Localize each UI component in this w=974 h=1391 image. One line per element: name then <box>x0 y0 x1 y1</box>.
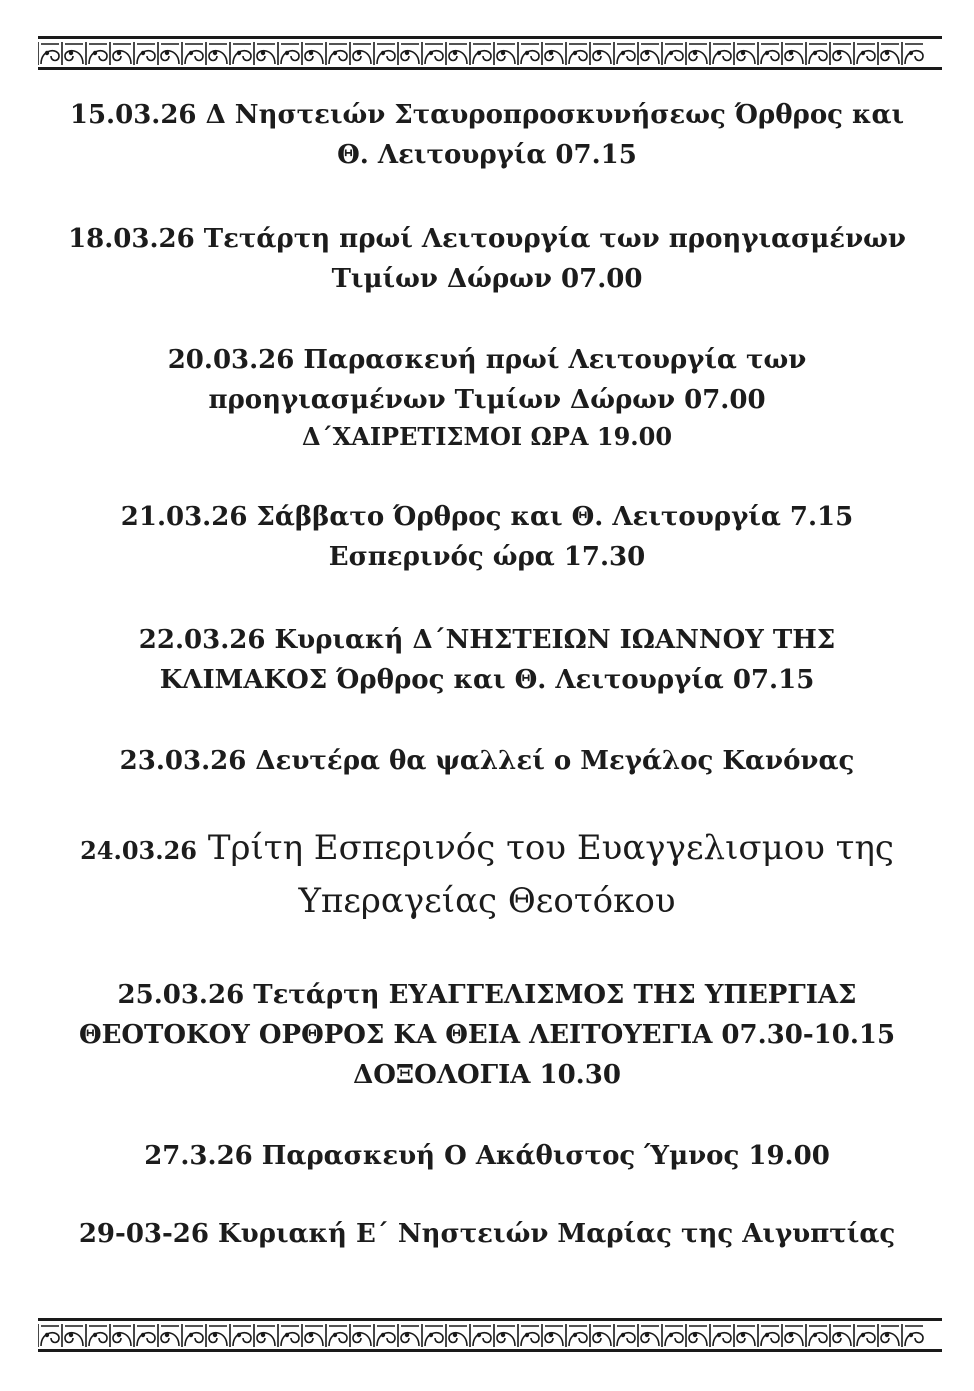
entry-line: Τιμίων Δώρων 07.00 <box>331 264 643 294</box>
entry-line: 25.03.26 Τετάρτη ΕΥΑΓΓΕΛΙΣΜΟΣ ΤΗΣ ΥΠΕΡΓΙΑΣ <box>117 980 857 1010</box>
entry-line: Εσπερινός ώρα 17.30 <box>328 542 646 572</box>
bottom-ornamental-border <box>38 1316 942 1354</box>
entry-line: ΘΕΟΤΟΚΟΥ ΟΡΘΡΟΣ ΚΑ ΘΕΙΑ ΛΕΙΤΟΥΕΓΙΑ 07.30-10.15 <box>78 1020 896 1050</box>
entry-10 <box>40 1214 934 1254</box>
entry-line: ΔΟΞΟΛΟΓΙΑ 10.30 <box>353 1060 621 1090</box>
ornament-pattern <box>38 1316 942 1354</box>
entry-date: 24.03.26 <box>80 836 197 865</box>
entry-line: 18.03.26 Τετάρτη πρωί Λειτουργία των προηγιασμένων <box>68 224 906 254</box>
entry-line: Υπεραγείας Θεοτόκου <box>298 881 676 921</box>
entry-text: Τρίτη Εσπερινός του Ευαγγελισμου της <box>207 828 894 868</box>
entry-2 <box>40 219 934 299</box>
entry-line <box>40 823 934 876</box>
entry-line: 27.3.26 Παρασκευή Ο Ακάθιστος Ύμνος 19.00 <box>144 1141 830 1171</box>
entry-line: προηγιασμένων Τιμίων Δώρων 07.00 <box>208 385 766 415</box>
entry-line: Δ΄ΧΑΙΡΕΤΙΣΜΟΙ ΩΡΑ 19.00 <box>301 422 673 451</box>
entry-line: 21.03.26 Σάββατο Όρθρος και Θ. Λειτουργία 7.15 <box>120 502 854 532</box>
entry-line: 29-03-26 Κυριακή Ε΄ Νηστειών Μαρίας της Αιγυπτίας <box>78 1219 896 1249</box>
entry-line: 23.03.26 Δευτέρα θα ψαλλεί ο Μεγάλος Κανόνας <box>119 746 855 776</box>
entry-6 <box>40 741 934 781</box>
entry-line: ΚΛΙΜΑΚΟΣ Όρθρος και Θ. Λειτουργία 07.15 <box>159 665 815 695</box>
entry-7 <box>40 823 934 926</box>
entry-line: Θ. Λειτουργία 07.15 <box>337 140 637 170</box>
entry-line: 20.03.26 Παρασκευή πρωί Λειτουργία των <box>167 345 807 375</box>
top-ornamental-border <box>38 34 942 72</box>
entry-3 <box>40 340 934 454</box>
entry-line: 15.03.26 Δ Νηστειών Σταυροπροσκυνήσεως Όρθρος και <box>69 100 905 130</box>
entry-4 <box>40 497 934 577</box>
ornament-pattern <box>38 34 942 72</box>
entry-5 <box>40 620 934 700</box>
entry-1 <box>40 95 934 175</box>
entry-8 <box>40 975 934 1095</box>
entry-9 <box>40 1136 934 1176</box>
entry-line: 22.03.26 Κυριακή Δ΄ΝΗΣΤΕΙΩΝ ΙΩΑΝΝΟΥ ΤΗΣ <box>138 625 836 655</box>
